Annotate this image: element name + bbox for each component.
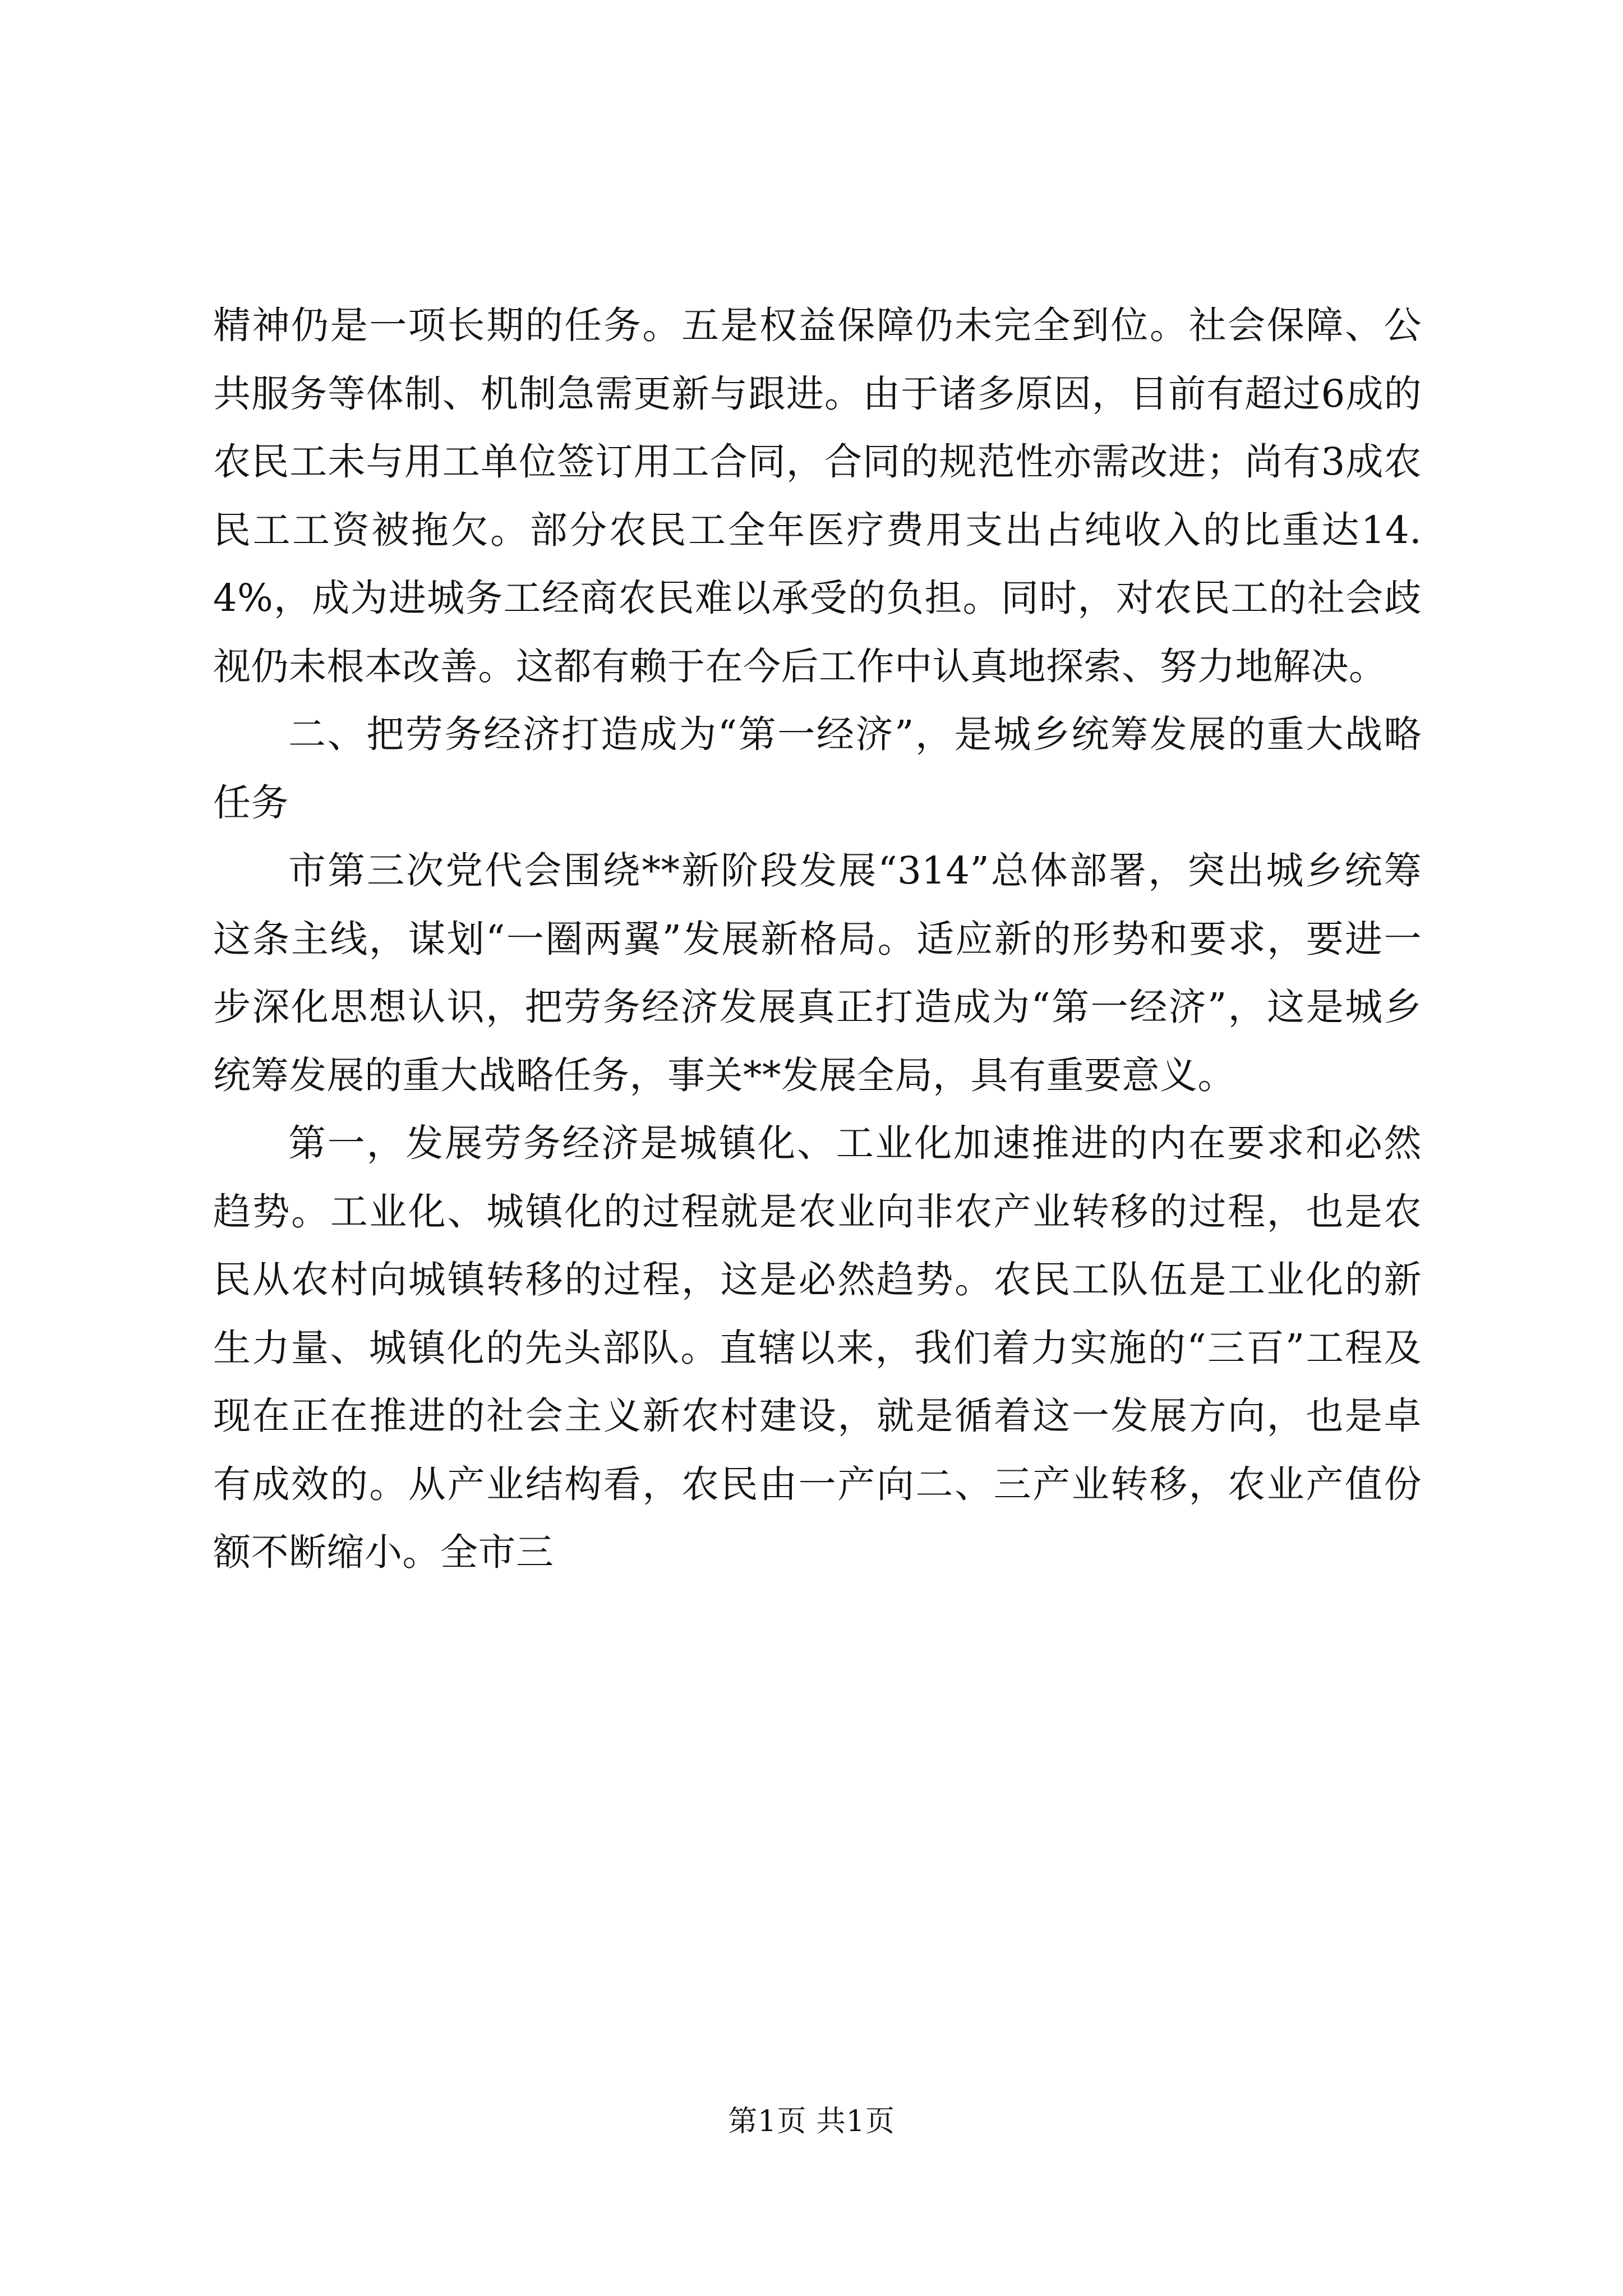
paragraph-3: 第一，发展劳务经济是城镇化、工业化加速推进的内在要求和必然趋势。工业化、城镇化的过程就是农业向非农产业转移的过程，也是农民从农村向城镇转移的过程，这是必然趋势。农民工队伍是工业化的新生力量、城镇化的先头部队。直辖以来，我们着力实施的“三百”工程及现在正在推进的社会主义新农村建设，就是循着这一发展方向，也是卓有成效的。从产业结构看，农民由一产向二、三产业转移，农业产值份额不断缩小。全市三 bbox=[213, 1121, 1422, 1574]
paragraph-1: 精神仍是一项长期的任务。五是权益保障仍未完全到位。社会保障、公共服务等体制、机制急需更新与跟进。由于诸多原因，目前有超过6成的农民工未与用工单位签订用工合同，合同的规范性亦需改进；尚有3成农民工工资被拖欠。部分农民工全年医疗费用支出占纯收入的比重达14.4%，成为进城务工经商农民难以承受的负担。同时，对农民工的社会歧视仍未根本改善。这都有赖于在今后工作中认真地探索、努力地解决。 bbox=[213, 303, 1422, 688]
document-body bbox=[213, 292, 1422, 1587]
paragraph-2: 市第三次党代会围绕**新阶段发展“314”总体部署，突出城乡统筹这条主线，谋划“一圈两翼”发展新格局。适应新的形势和要求，要进一步深化思想认识，把劳务经济发展真正打造成为“第一经济”，这是城乡统筹发展的重大战略任务，事关**发展全局，具有重要意义。 bbox=[213, 849, 1422, 1097]
section-heading: 二、把劳务经济打造成为“第一经济”，是城乡统筹发展的重大战略任务 bbox=[213, 712, 1422, 825]
page-number-footer: 第1页 共1页 bbox=[728, 2105, 895, 2138]
